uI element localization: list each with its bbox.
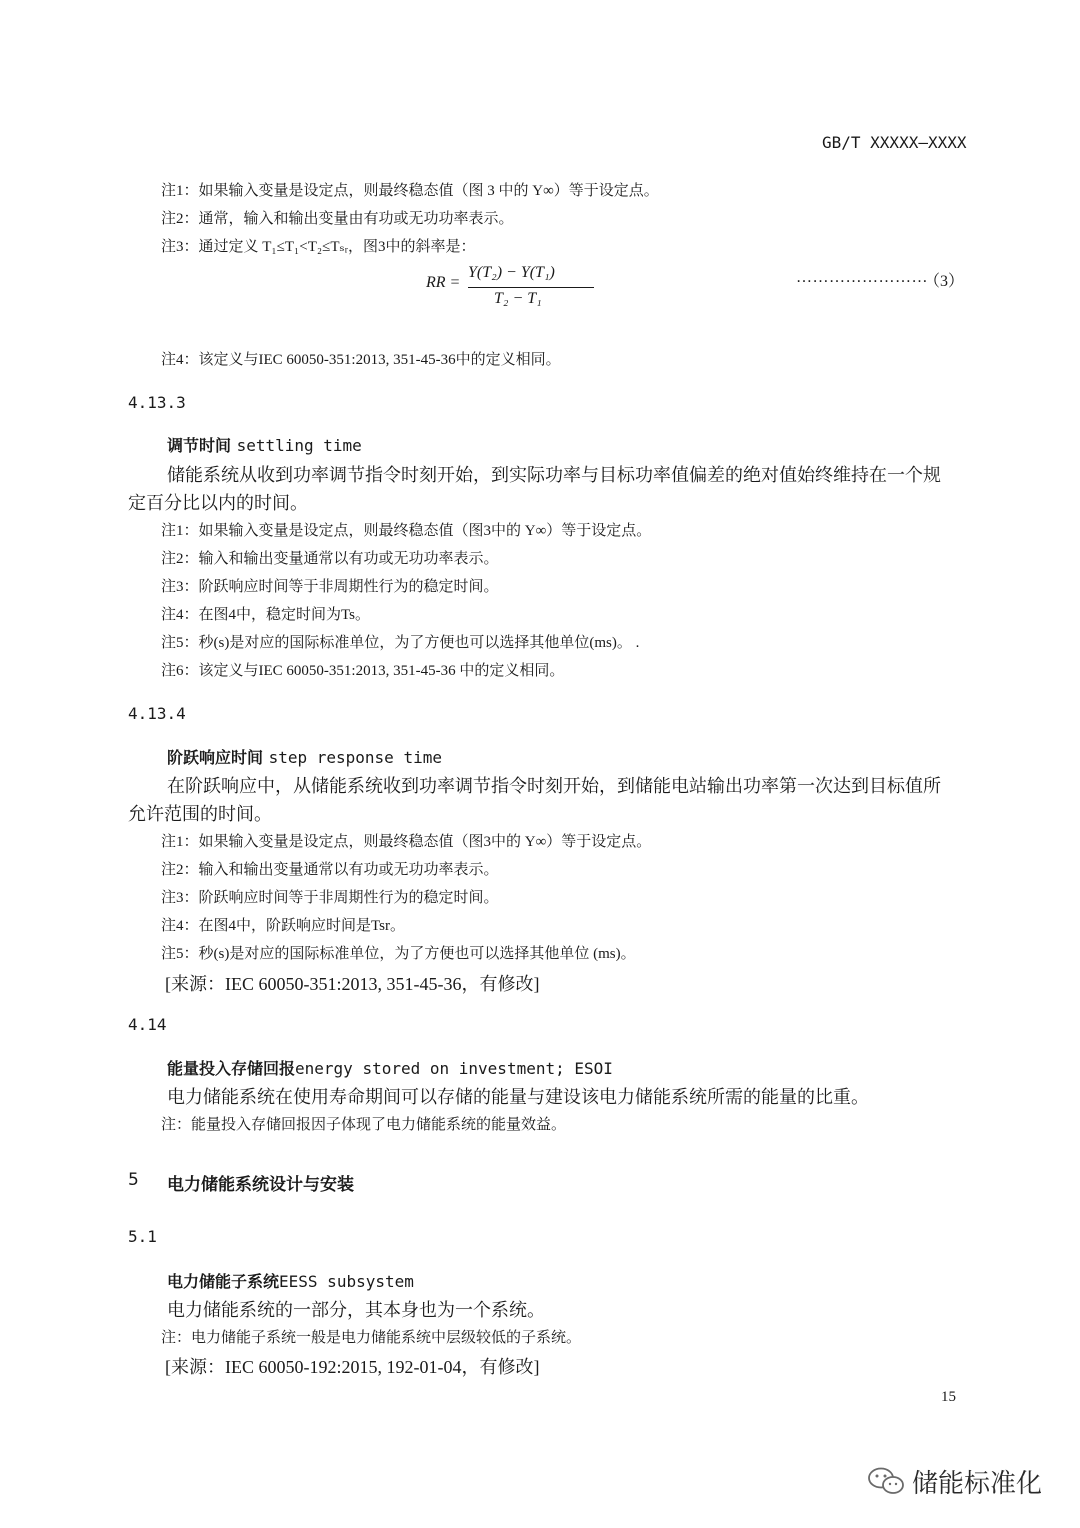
formula-numerator: Y(T₂) − Y(T₁) (468, 264, 555, 281)
section-number-4-14: 4.14 (128, 1015, 167, 1034)
formula-ramp-rate (426, 262, 586, 312)
term-esoi (167, 1056, 613, 1079)
note-item: 注5：秒(s)是对应的国际标准单位，为了方便也可以选择其他单位(ms)。 . (161, 635, 640, 651)
term-en: energy stored on investment; ESOI (295, 1059, 613, 1078)
note-2: 注2：通常，输入和输出变量由有功或无功功率表示。 (161, 211, 514, 227)
note-item: 注5：秒(s)是对应的国际标准单位，为了方便也可以选择其他单位 (ms)。 (161, 946, 636, 962)
note-item: 注4：在图4中，阶跃响应时间是Tsr。 (161, 918, 405, 934)
formula-lhs: RR = (426, 274, 461, 291)
term-en: EESS subsystem (279, 1272, 414, 1291)
note-3 (161, 235, 476, 256)
chapter-title: 电力储能系统设计与安装 (167, 1175, 354, 1195)
note-item: 注：能量投入存储回报因子体现了电力储能系统的能量效益。 (161, 1117, 567, 1133)
term-en: settling time (236, 436, 362, 455)
note-item: 注6：该定义与IEC 60050-351:2013, 351-45-36 中的定义相同。 (161, 663, 565, 679)
definition-line-1: 电力储能系统的一部分，其本身也为一个系统。 (167, 1300, 545, 1320)
chapter-number-5: 5 (128, 1170, 139, 1190)
section-number-4-13-3: 4.13.3 (128, 393, 186, 412)
note-3-suffix: ，图3中的斜率是： (348, 239, 476, 255)
note-item: 注2：输入和输出变量通常以有功或无功功率表示。 (161, 551, 499, 567)
term-zh: 能量投入存储回报 (167, 1059, 296, 1078)
section-number-5-1: 5.1 (128, 1227, 157, 1246)
note-3-relation: T₁≤T₁<T₂≤Tₛᵣ (262, 239, 349, 255)
definition-line-2: 定百分比以内的时间。 (128, 493, 308, 513)
note-item: 注1：如果输入变量是设定点，则最终稳态值（图3中的 Y∞）等于设定点。 (161, 834, 652, 850)
wechat-icon (866, 1466, 906, 1496)
formula-number: （3） (924, 273, 965, 290)
section-number-4-13-4: 4.13.4 (128, 704, 186, 723)
term-zh: 调节时间 (167, 436, 237, 455)
term-en: step response time (268, 748, 442, 767)
page-number: 15 (941, 1389, 956, 1405)
note-1: 注1：如果输入变量是设定点，则最终稳态值（图 3 中的 Y∞）等于设定点。 (161, 183, 659, 199)
term-settling-time (167, 433, 362, 456)
watermark-text: 储能标准化 (912, 1469, 1043, 1499)
term-eess-subsystem (167, 1269, 414, 1292)
note-item: 注4：在图4中，稳定时间为Ts。 (161, 607, 370, 623)
definition-line-1: 电力储能系统在使用寿命期间可以存储的能量与建设该电力储能系统所需的能量的比重。 (167, 1087, 869, 1107)
note-item: 注3：阶跃响应时间等于非周期性行为的稳定时间。 (161, 579, 499, 595)
note-3-prefix: 注3：通过定义 (161, 239, 263, 255)
note-item: 注1：如果输入变量是设定点，则最终稳态值（图3中的 Y∞）等于设定点。 (161, 523, 652, 539)
formula-denominator: T₂ − T₁ (494, 290, 542, 307)
note-item: 注2：输入和输出变量通常以有功或无功功率表示。 (161, 862, 499, 878)
formula-fraction-bar (468, 287, 594, 288)
definition-line-1: 在阶跃响应中，从储能系统收到功率调节指令时刻开始，到储能电站输出功率第一次达到目标值所 (167, 776, 941, 796)
document-code: GB/T XXXXX—XXXX (822, 133, 967, 152)
formula-leader-dots: …………………… (796, 269, 928, 286)
note-item: 注：电力储能子系统一般是电力储能系统中层级较低的子系统。 (161, 1330, 582, 1346)
source-citation: [来源：IEC 60050-351:2013, 351-45-36，有修改] (165, 974, 540, 994)
term-zh: 阶跃响应时间 (167, 748, 269, 767)
term-zh: 电力储能子系统 (167, 1272, 280, 1291)
term-step-response-time (167, 745, 442, 768)
definition-line-2: 允许范围的时间。 (128, 804, 272, 824)
note-4: 注4：该定义与IEC 60050-351:2013, 351-45-36中的定义相同。 (161, 352, 561, 368)
source-citation: [来源：IEC 60050-192:2015, 192-01-04，有修改] (165, 1357, 540, 1377)
definition-line-1: 储能系统从收到功率调节指令时刻开始，到实际功率与目标功率值偏差的绝对值始终维持在一个规 (167, 465, 941, 485)
note-item: 注3：阶跃响应时间等于非周期性行为的稳定时间。 (161, 890, 499, 906)
